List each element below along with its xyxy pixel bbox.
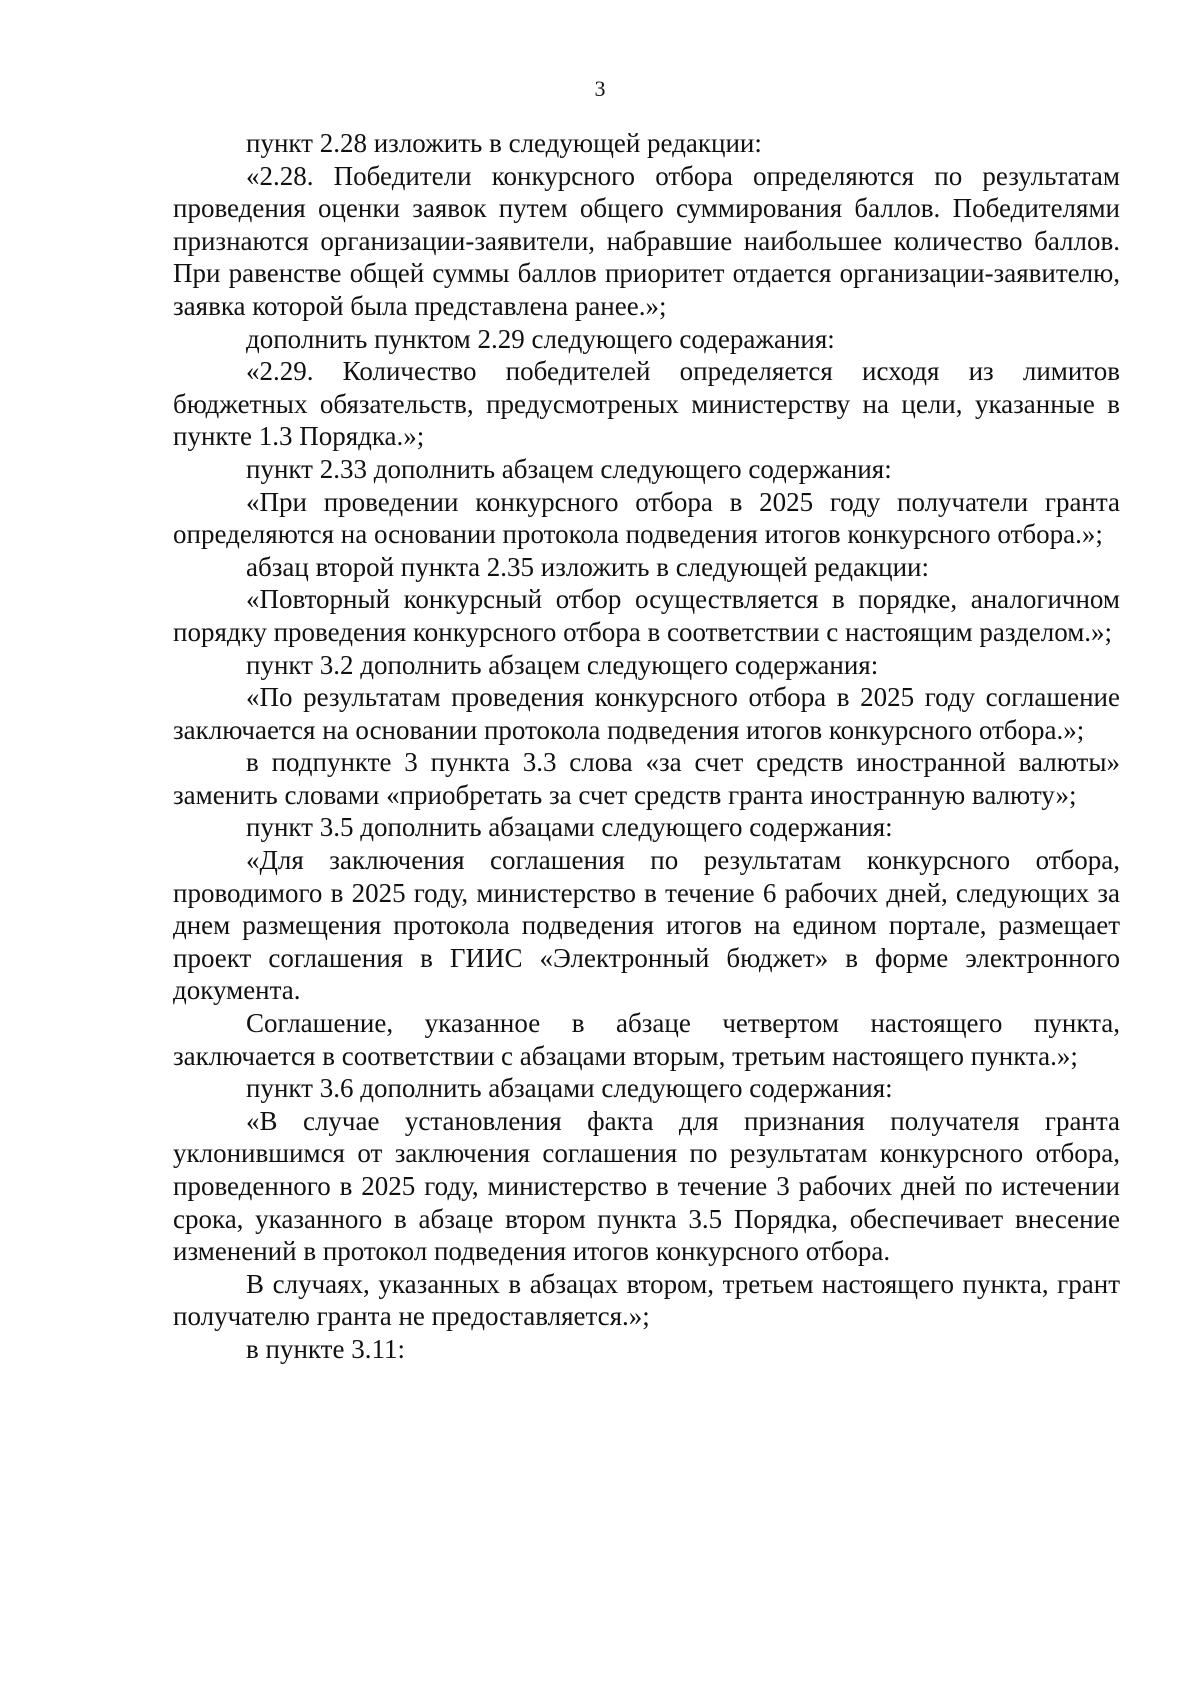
paragraph: дополнить пунктом 2.29 следующего содеражания:	[246, 323, 835, 354]
paragraph: пункт 2.28 изложить в следующей редакции:	[246, 128, 762, 158]
paragraph: «По результатам проведения конкурсного отбора в 2025 году соглашение заключается на основании протокола подведения итогов конкурсного отбора.»;	[173, 682, 1120, 745]
paragraph: пункт 2.33 дополнить абзацем следующего содержания:	[246, 453, 892, 484]
paragraph: Соглашение, указанное в абзаце четвертом настоящего пункта, заключается в соответствии с абзацами вторым, третьим настоящего пункта.»;	[173, 1008, 1120, 1071]
paragraph: «Повторный конкурсный отбор осуществляется в порядке, аналогичном порядку проведения конкурсного отбора в соответствии с настоящим разделом.»;	[173, 584, 1120, 647]
paragraph: пункт 3.2 дополнить абзацем следующего содержания:	[246, 649, 879, 680]
paragraph: пункт 3.5 дополнить абзацами следующего содержания:	[246, 812, 893, 843]
paragraph: «2.29. Количество победителей определяется исходя из лимитов бюджетных обязательств, предусмотреных министерству на цели, указанные в пункте 1.3 Порядка.»;	[173, 356, 1120, 452]
page-number: 3	[594, 76, 606, 101]
paragraph: в пункте 3.11:	[246, 1333, 405, 1364]
paragraph: «В случае установления факта для признания получателя гранта уклонившимся от заключения соглашения по результатам конкурсного отбора, проведенного в 2025 году, министерство в течение 3 рабочих дней по истечении срока, указанного в абзаце втором пункта 3.5 Порядка, обеспечивает внесение изменений в протокол подведения итогов конкурсного отбора.	[173, 1105, 1120, 1267]
paragraph: абзац второй пункта 2.35 изложить в следующей редакции:	[246, 551, 929, 582]
paragraph: В случаях, указанных в абзацах втором, третьем настоящего пункта, грант получателю гранта не предоставляется.»;	[173, 1268, 1120, 1332]
paragraph: в подпункте 3 пункта 3.3 слова «за счет средств иностранной валюты» заменить словами «приобретать за счет средств гранта иностранную валюту»;	[173, 747, 1120, 810]
paragraph: «2.28. Победители конкурсного отбора определяются по результатам проведения оценки заявок путем общего суммирования баллов. Победителями признаются организации-заявители, набравшие наибольшее количество баллов. При равенстве общей суммы баллов приоритет отдается организации-заявителю, заявка которой была представлена ранее.»;	[173, 160, 1120, 321]
paragraph: пункт 3.6 дополнить абзацами следующего содержания:	[246, 1073, 893, 1104]
document-body	[173, 127, 1120, 1366]
paragraph: «Для заключения соглашения по результатам конкурсного отбора, проводимого в 2025 году, министерство в течение 6 рабочих дней, следующих за днем размещения протокола подведения итогов на едином портале, размещает проект соглашения в ГИИС «Электронный бюджет» в форме электронного документа.	[173, 845, 1120, 1006]
paragraph: «При проведении конкурсного отбора в 2025 году получатели гранта определяются на основании протокола подведения итогов конкурсного отбора.»;	[173, 486, 1120, 550]
